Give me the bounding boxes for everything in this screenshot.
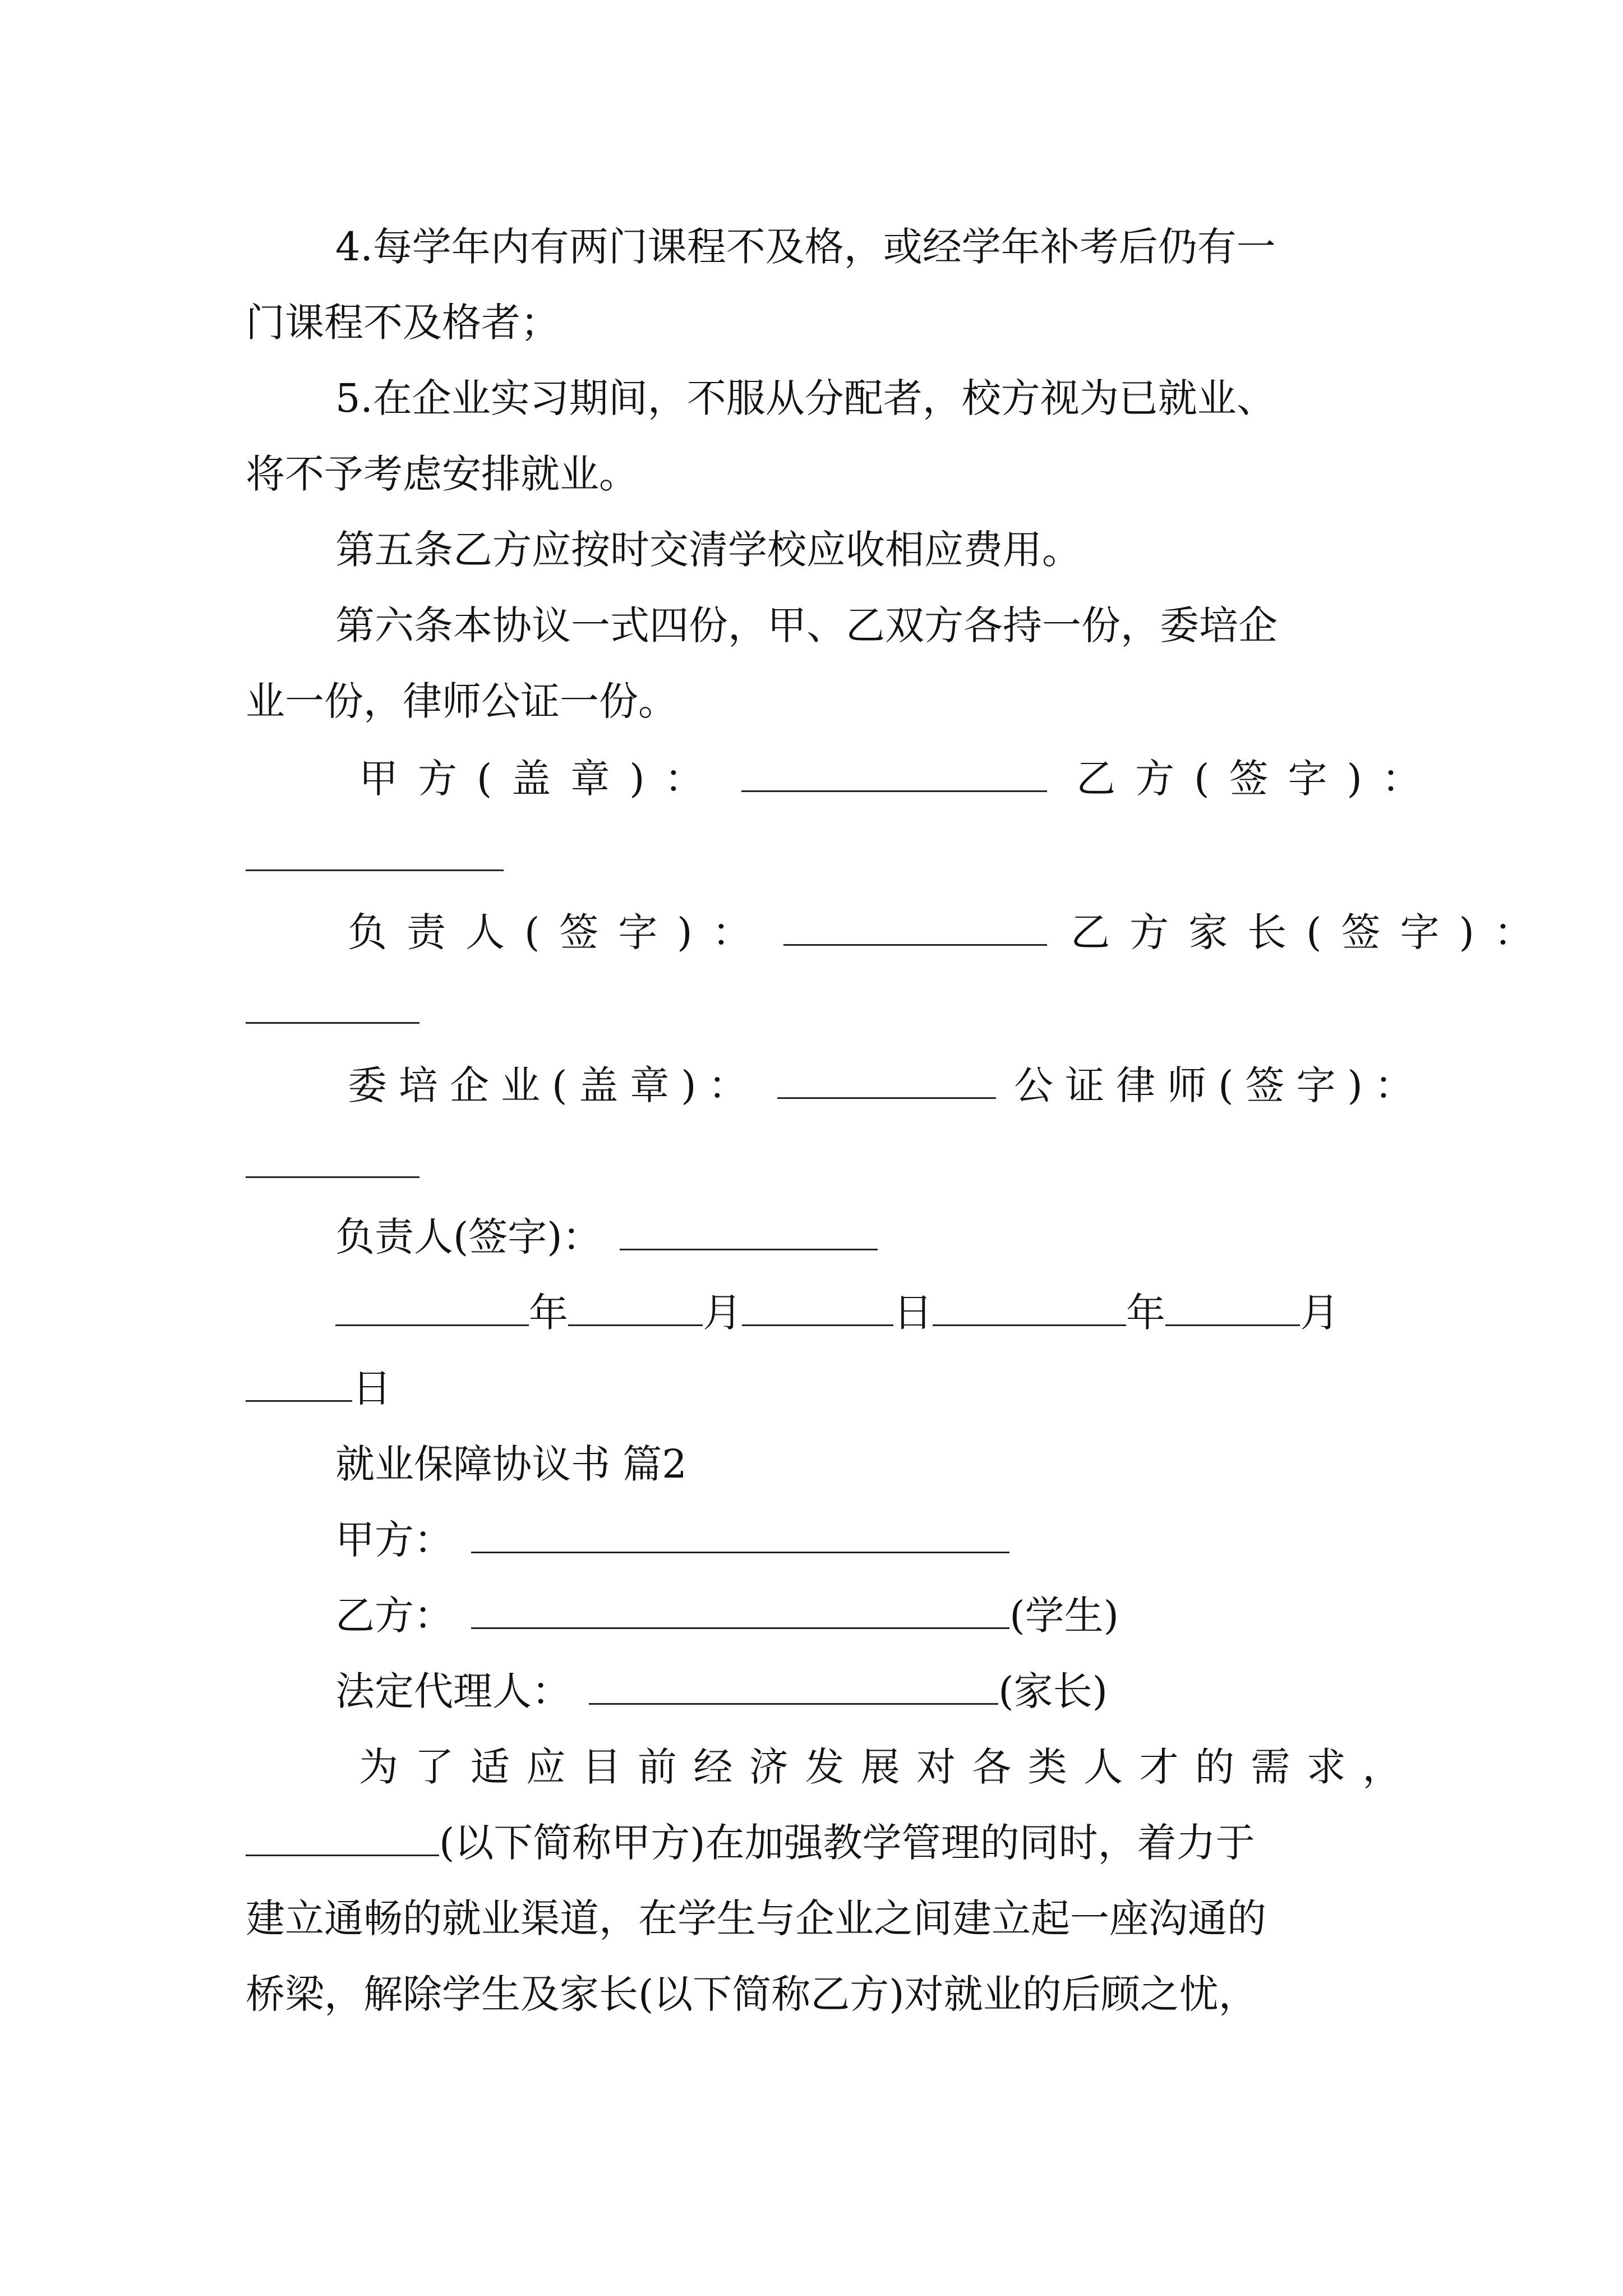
date-month-label-2: 月 [1300,1290,1339,1336]
principal-sign2-label: 负责人(签字)： [335,1214,602,1260]
section2-party-b-row [335,1588,1623,1644]
section2-school-blank [246,1820,439,1856]
section2-party-b-blank [471,1593,1009,1629]
item4-line1: 4.每学年内有两门课程不及格，或经学年补考后仍有一 [335,224,1276,270]
date-day-blank-1 [742,1290,893,1326]
section2-student-label: (学生) [1009,1593,1119,1639]
signature-row-1 [359,751,1623,807]
signature-row-2 [348,904,1623,960]
section2-para-line3: 建立通畅的就业渠道，在学生与企业之间建立起一座沟通的 [246,1895,1266,1941]
section2-party-a-label: 甲方： [335,1517,453,1563]
date-day-label-2: 日 [352,1365,391,1411]
party-a-seal-blank [741,756,1047,792]
article6-line1: 第六条本协议一式四份，甲、乙双方各持一份，委培企 [335,602,1278,648]
principal-sign2-blank [620,1214,878,1250]
item5-line2: 将不予考虑安排就业。 [246,451,638,497]
date-row [335,1285,1623,1341]
item4-line2: 门课程不及格者； [246,300,560,346]
company-seal-blank [777,1062,996,1099]
date-month-label-1: 月 [703,1290,742,1336]
notary-sign-label: 公证律师(签字)： [1014,1062,1426,1108]
date-year-blank-2 [933,1290,1126,1326]
section2-guardian-blank [589,1668,998,1705]
section2-party-a-blank [471,1517,1009,1553]
date-month-blank-2 [1165,1290,1300,1326]
date-day-blank-2 [246,1365,352,1402]
date-year-label-1: 年 [529,1290,568,1336]
item5-line1: 5.在企业实习期间，不服从分配者，校方视为已就业、 [335,375,1276,421]
section2-para-line2-row [246,1815,1623,1871]
section2-para-line1: 为了适应目前经济发展对各类人才的需求， [359,1744,1418,1790]
section2-guardian-label: 法定代理人： [335,1668,571,1714]
party-b-parent-sign-label: 乙方家长(签字)： [1071,909,1553,955]
signature-row-3 [348,1057,1623,1114]
section2-party-b-label: 乙方： [335,1593,453,1639]
party-b-sign-blank [246,869,504,871]
party-a-seal-label: 甲方(盖章)： [359,756,723,802]
date-year-blank-1 [335,1290,529,1326]
notary-sign-blank [246,1176,419,1178]
section2-para-line4: 桥梁，解除学生及家长(以下简称乙方)对就业的后顾之忧， [246,1971,1258,2017]
section2-guardian-row [335,1663,1623,1719]
principal-sign-blank [783,909,1047,946]
party-b-sign-label: 乙方(签字)： [1076,756,1441,802]
principal-sign-label: 负责人(签字)： [348,909,771,955]
party-b-parent-sign-blank [246,1022,419,1024]
company-seal-label: 委培企业(盖章)： [348,1062,759,1108]
article5-text: 第五条乙方应按时交清学校应收相应费用。 [335,527,1081,573]
signature-row-4 [335,1209,1623,1265]
date-row-cont [246,1360,1623,1416]
section2-title: 就业保障协议书 篇2 [335,1441,687,1487]
section2-parent-label: (家长) [998,1668,1108,1714]
date-year-label-2: 年 [1126,1290,1165,1336]
section2-para-line2: (以下简称甲方)在加强教学管理的同时，着力于 [439,1820,1255,1866]
article6-line2: 业一份，律师公证一份。 [246,678,677,724]
date-month-blank-1 [568,1290,703,1326]
section2-party-a-row [335,1512,1623,1568]
date-day-label-1: 日 [893,1290,933,1336]
